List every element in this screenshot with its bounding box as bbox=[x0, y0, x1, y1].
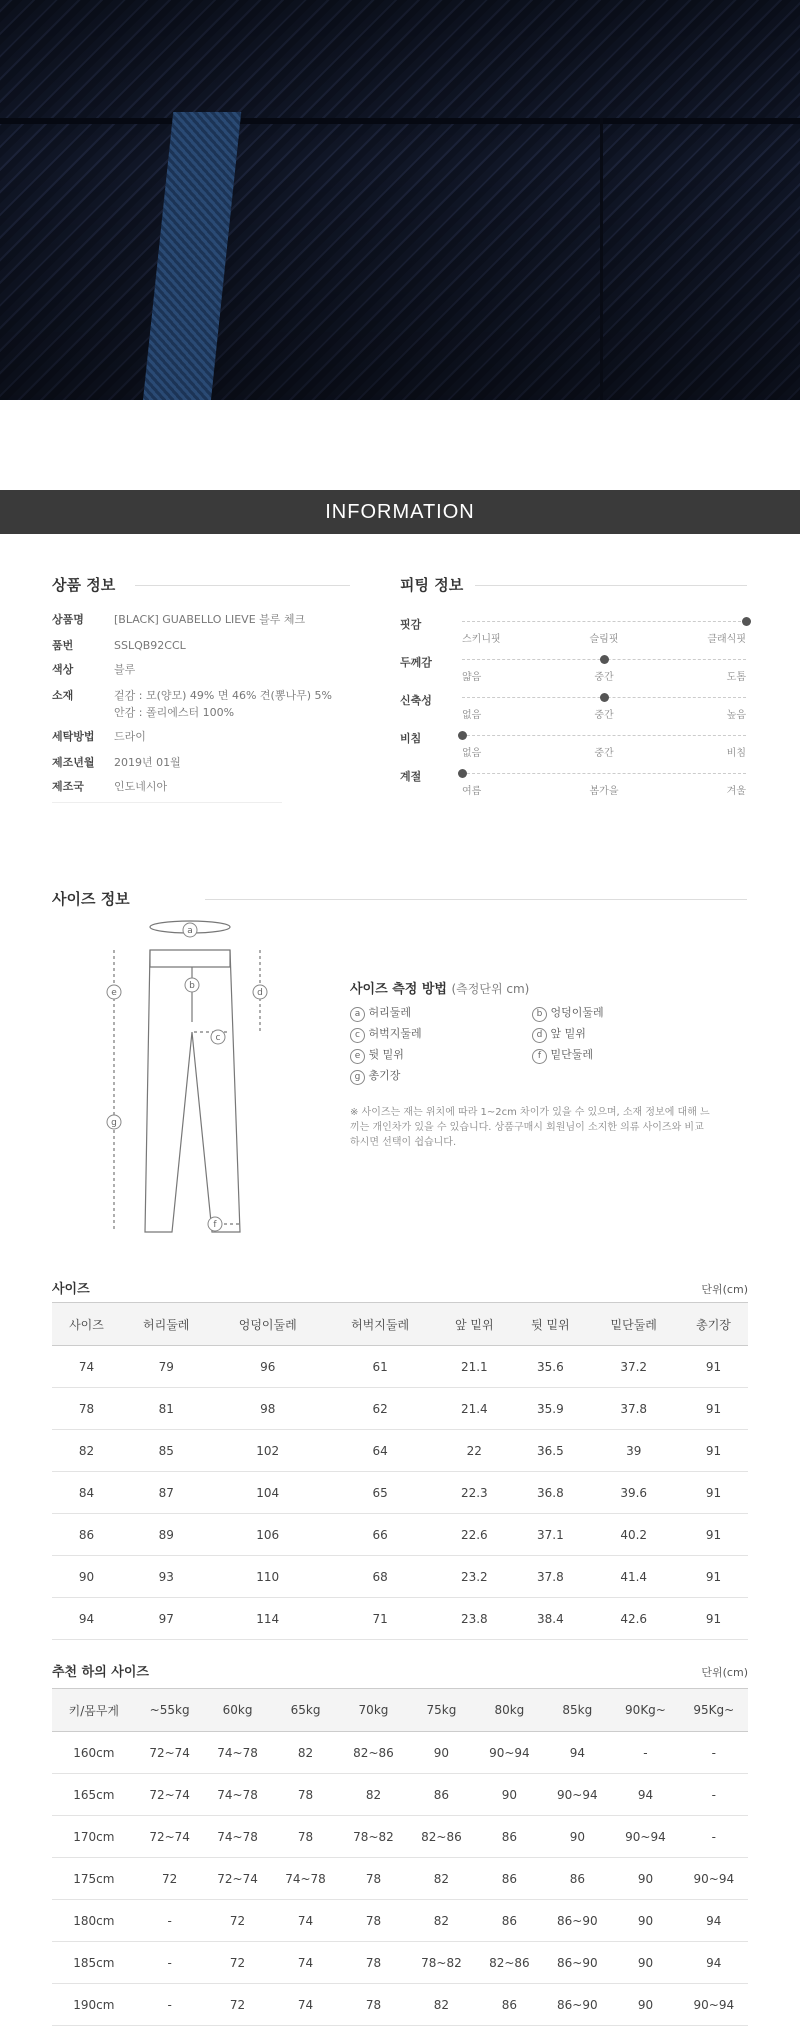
product-info-value: 블루 bbox=[114, 663, 136, 676]
size-table-cell: 91 bbox=[679, 1472, 748, 1514]
measure-label: 뒷 밑위 bbox=[365, 1048, 404, 1061]
fit-info-track bbox=[462, 621, 746, 623]
rec-table-header bbox=[52, 1689, 748, 1732]
hero-shading bbox=[0, 0, 800, 400]
size-table-cell: 78 bbox=[52, 1388, 121, 1430]
size-table-cell: 91 bbox=[679, 1598, 748, 1640]
size-table-cell: 110 bbox=[212, 1556, 324, 1598]
rec-table-header-cell: 65kg bbox=[272, 1689, 340, 1732]
measure-item bbox=[532, 1025, 586, 1043]
rec-table-cell: 170cm bbox=[52, 1816, 136, 1858]
rec-table-cell: 72~74 bbox=[136, 1816, 204, 1858]
size-table-cell: 91 bbox=[679, 1346, 748, 1388]
size-table-cell: 42.6 bbox=[588, 1598, 679, 1640]
size-table-cell: 68 bbox=[324, 1556, 436, 1598]
product-info-key: 상품명 bbox=[52, 613, 84, 626]
size-table-cell: 114 bbox=[212, 1598, 324, 1640]
rec-table-header-cell: 90Kg~ bbox=[611, 1689, 679, 1732]
size-table-cell: 35.9 bbox=[512, 1388, 588, 1430]
size-table-cell: 87 bbox=[121, 1472, 212, 1514]
rec-table-row bbox=[52, 1942, 748, 1984]
size-table-cell: 36.5 bbox=[512, 1430, 588, 1472]
size-table-cell: 39.6 bbox=[588, 1472, 679, 1514]
size-info-title: 사이즈 정보 bbox=[52, 890, 130, 908]
measure-label: 허리둘레 bbox=[365, 1006, 412, 1019]
rec-table-cell: 82~86 bbox=[407, 1816, 475, 1858]
size-table-cell: 21.4 bbox=[436, 1388, 512, 1430]
rec-table-cell: 86 bbox=[475, 1900, 543, 1942]
size-table-cell: 66 bbox=[324, 1514, 436, 1556]
size-table-header bbox=[52, 1303, 748, 1346]
rec-table-cell: 90~94 bbox=[680, 1984, 748, 2026]
information-banner: INFORMATION bbox=[0, 490, 800, 534]
rec-table-cell: 82 bbox=[340, 1774, 408, 1816]
size-table-cell: 106 bbox=[212, 1514, 324, 1556]
measure-method-title: 사이즈 측정 방법 bbox=[350, 982, 447, 997]
rec-table-cell: 90 bbox=[475, 1774, 543, 1816]
product-info-key: 소재 bbox=[52, 689, 74, 702]
size-table-cell: 91 bbox=[679, 1514, 748, 1556]
measure-method-unit: (측정단위 cm) bbox=[451, 982, 530, 996]
measure-item bbox=[532, 1004, 604, 1022]
size-table-cell: 81 bbox=[121, 1388, 212, 1430]
size-table-cell: 84 bbox=[52, 1472, 121, 1514]
product-info-key: 품번 bbox=[52, 639, 74, 652]
fit-info-scale-label: 스키니핏 bbox=[462, 634, 501, 645]
fit-info-scale-label: 슬림핏 bbox=[589, 634, 619, 645]
size-table-cell: 23.2 bbox=[436, 1556, 512, 1598]
fit-info-scale-label: 중간 bbox=[594, 710, 614, 721]
rec-table-cell: 86 bbox=[543, 1858, 611, 1900]
rec-table-header-cell: 키/몸무게 bbox=[52, 1689, 136, 1732]
rec-table-cell: 94 bbox=[680, 1942, 748, 1984]
measure-code: g bbox=[350, 1070, 365, 1085]
rec-table-cell: 78 bbox=[340, 1900, 408, 1942]
rec-table-cell: 78 bbox=[272, 1816, 340, 1858]
rec-table-cell: 90 bbox=[543, 1816, 611, 1858]
size-table-row bbox=[52, 1430, 748, 1472]
rec-table-header-cell: 75kg bbox=[407, 1689, 475, 1732]
size-table-cell: 22.6 bbox=[436, 1514, 512, 1556]
size-table-header-cell: 엉덩이둘레 bbox=[212, 1303, 324, 1346]
rec-table-cell: 86 bbox=[475, 1858, 543, 1900]
rec-table-cell: 82 bbox=[407, 1858, 475, 1900]
waistband bbox=[150, 950, 230, 967]
size-table-cell: 91 bbox=[679, 1556, 748, 1598]
rec-table-header-cell: 85kg bbox=[543, 1689, 611, 1732]
rec-table-cell: - bbox=[680, 1816, 748, 1858]
fit-info-key: 비침 bbox=[400, 732, 422, 745]
fit-info-row bbox=[400, 768, 750, 806]
measure-item bbox=[350, 1004, 411, 1022]
size-table-cell: 91 bbox=[679, 1388, 748, 1430]
product-info-key: 제조국 bbox=[52, 780, 84, 793]
size-table-row bbox=[52, 1556, 748, 1598]
rec-table-cell: 78 bbox=[340, 1942, 408, 1984]
rec-table-unit: 단위(cm) bbox=[701, 1666, 748, 1679]
rec-table-cell: 86~90 bbox=[543, 1942, 611, 1984]
size-table-cell: 40.2 bbox=[588, 1514, 679, 1556]
diagram-mark-label: g bbox=[111, 1118, 117, 1128]
size-table-cell: 102 bbox=[212, 1430, 324, 1472]
rec-table-cell: - bbox=[680, 1732, 748, 1774]
rec-table-cell: 82 bbox=[407, 1900, 475, 1942]
rec-table-cell: 72~74 bbox=[204, 1858, 272, 1900]
rec-table-cell: 72 bbox=[204, 1942, 272, 1984]
size-table-cell: 21.1 bbox=[436, 1346, 512, 1388]
product-info-row bbox=[52, 778, 352, 812]
measure-item bbox=[532, 1046, 593, 1064]
rec-table-row bbox=[52, 1732, 748, 1774]
diagram-mark-label: e bbox=[111, 988, 117, 998]
product-info-value: 겉감 : 모(양모) 49% 면 46% 견(뽕나무) 5% 안감 : 폴리에스터 100% bbox=[114, 689, 332, 719]
size-table-cell: 39 bbox=[588, 1430, 679, 1472]
product-info-value: 드라이 bbox=[114, 730, 146, 743]
size-table-cell: 61 bbox=[324, 1346, 436, 1388]
rec-table-cell: 90 bbox=[611, 1984, 679, 2026]
rec-table-header-cell: 80kg bbox=[475, 1689, 543, 1732]
fit-info-scale-label: 도톰 bbox=[726, 672, 746, 683]
rec-table-cell: 72 bbox=[204, 1984, 272, 2026]
size-table-cell: 74 bbox=[52, 1346, 121, 1388]
measure-code: b bbox=[532, 1007, 547, 1022]
rec-table-cell: 90~94 bbox=[680, 1858, 748, 1900]
fit-info-row bbox=[400, 692, 750, 730]
size-table-cell: 97 bbox=[121, 1598, 212, 1640]
size-table-cell: 37.8 bbox=[512, 1556, 588, 1598]
fit-info-scale-label: 없음 bbox=[462, 710, 482, 721]
rec-table-cell: 90 bbox=[611, 1900, 679, 1942]
rec-table-cell: 90 bbox=[407, 1732, 475, 1774]
size-table-header-cell: 뒷 밑위 bbox=[512, 1303, 588, 1346]
product-info-title: 상품 정보 bbox=[52, 576, 116, 594]
fit-info-row bbox=[400, 730, 750, 768]
size-table-header-cell: 허리둘레 bbox=[121, 1303, 212, 1346]
product-info-row bbox=[52, 687, 352, 721]
fit-info-indicator bbox=[600, 693, 609, 702]
size-table-cell: 71 bbox=[324, 1598, 436, 1640]
product-info-key: 제조년월 bbox=[52, 756, 95, 769]
size-note: ※ 사이즈는 재는 위치에 따라 1~2cm 차이가 있을 수 있으며, 소재 정보에 대해 느끼는 개인차가 있을 수 있습니다. 상품구매시 회원님이 소지한 의류 사이즈와 비교하시면 선택이 쉽습니다. bbox=[350, 1107, 710, 1148]
size-table-cell: 89 bbox=[121, 1514, 212, 1556]
rec-table-row bbox=[52, 1858, 748, 1900]
size-table-cell: 90 bbox=[52, 1556, 121, 1598]
rec-table-cell: 72~74 bbox=[136, 1774, 204, 1816]
rec-table-cell: 82 bbox=[407, 1984, 475, 2026]
fit-info-key: 두께감 bbox=[400, 656, 432, 669]
fit-info-row bbox=[400, 654, 750, 692]
fit-info-key: 계절 bbox=[400, 770, 422, 783]
rec-table-header-cell: ~55kg bbox=[136, 1689, 204, 1732]
rec-table-cell: 94 bbox=[611, 1774, 679, 1816]
measure-code: e bbox=[350, 1049, 365, 1064]
rec-table-cell: 86 bbox=[407, 1774, 475, 1816]
size-table-row bbox=[52, 1598, 748, 1640]
rec-table-cell: 90~94 bbox=[475, 1732, 543, 1774]
size-table-cell: 37.8 bbox=[588, 1388, 679, 1430]
rec-table-cell: 94 bbox=[543, 1732, 611, 1774]
rec-table-cell: 78~82 bbox=[407, 1942, 475, 1984]
rec-table-cell: 190cm bbox=[52, 1984, 136, 2026]
size-table-cell: 96 bbox=[212, 1346, 324, 1388]
measure-item bbox=[350, 1025, 422, 1043]
diagram-mark-label: a bbox=[187, 926, 193, 936]
rec-table-cell: - bbox=[136, 1900, 204, 1942]
measure-method-heading bbox=[350, 978, 529, 997]
fit-info-title: 피팅 정보 bbox=[400, 576, 464, 594]
fit-info-scale-label: 없음 bbox=[462, 748, 482, 759]
size-table-cell: 79 bbox=[121, 1346, 212, 1388]
product-info-key: 색상 bbox=[52, 663, 74, 676]
diagram-mark-label: c bbox=[215, 1033, 221, 1043]
size-table-cell: 86 bbox=[52, 1514, 121, 1556]
diagram-mark-label: f bbox=[213, 1220, 217, 1230]
fit-info-indicator bbox=[458, 769, 467, 778]
product-info-value: [BLACK] GUABELLO LIEVE 블루 체크 bbox=[114, 613, 306, 626]
rec-table-cell: 86~90 bbox=[543, 1984, 611, 2026]
size-table-cell: 65 bbox=[324, 1472, 436, 1514]
size-table-header-cell: 사이즈 bbox=[52, 1303, 121, 1346]
rec-table-cell: 82~86 bbox=[340, 1732, 408, 1774]
rec-table-cell: 180cm bbox=[52, 1900, 136, 1942]
fit-info-track bbox=[462, 735, 746, 737]
size-table-header-cell: 앞 밑위 bbox=[436, 1303, 512, 1346]
size-table-row bbox=[52, 1514, 748, 1556]
rec-table-cell: - bbox=[136, 1984, 204, 2026]
size-table-row bbox=[52, 1472, 748, 1514]
rec-table-cell: 78~82 bbox=[340, 1816, 408, 1858]
rec-table-cell: 90 bbox=[611, 1858, 679, 1900]
size-table-cell: 94 bbox=[52, 1598, 121, 1640]
hero-waistband-seam bbox=[0, 118, 800, 124]
size-info-divider bbox=[205, 899, 747, 900]
rec-table-cell: - bbox=[680, 1774, 748, 1816]
fit-info-indicator bbox=[742, 617, 751, 626]
rec-table-cell: 72 bbox=[136, 1858, 204, 1900]
diagram-mark-label: d bbox=[257, 988, 263, 998]
size-table-row bbox=[52, 1388, 748, 1430]
fit-info-scale-label: 겨울 bbox=[726, 786, 746, 797]
rec-table-title: 추천 하의 사이즈 bbox=[52, 1665, 149, 1680]
rec-table-cell: 74~78 bbox=[204, 1816, 272, 1858]
measure-label: 엉덩이둘레 bbox=[547, 1006, 604, 1019]
fit-info-scale-label: 봄가을 bbox=[589, 786, 619, 797]
size-table bbox=[52, 1302, 748, 1640]
fit-info-key: 핏감 bbox=[400, 618, 422, 631]
rec-table-header-cell: 95Kg~ bbox=[680, 1689, 748, 1732]
fit-info-scale-label: 높음 bbox=[726, 710, 746, 721]
rec-table-cell: 90~94 bbox=[543, 1774, 611, 1816]
rec-table-cell: 86 bbox=[475, 1984, 543, 2026]
size-table-cell: 23.8 bbox=[436, 1598, 512, 1640]
size-table-cell: 36.8 bbox=[512, 1472, 588, 1514]
hero-fabric-image bbox=[0, 0, 800, 400]
size-table-cell: 41.4 bbox=[588, 1556, 679, 1598]
rec-table-cell: 74~78 bbox=[204, 1774, 272, 1816]
measure-label: 밑단둘레 bbox=[547, 1048, 594, 1061]
rec-table-header-cell: 60kg bbox=[204, 1689, 272, 1732]
product-info-divider bbox=[135, 585, 350, 586]
rec-table-cell: - bbox=[611, 1732, 679, 1774]
size-table-cell: 93 bbox=[121, 1556, 212, 1598]
size-table-cell: 37.1 bbox=[512, 1514, 588, 1556]
rec-table-cell: 74 bbox=[272, 1942, 340, 1984]
measure-label: 총기장 bbox=[365, 1069, 401, 1082]
size-table-cell: 85 bbox=[121, 1430, 212, 1472]
rec-table-row bbox=[52, 1774, 748, 1816]
product-info-value: 인도네시아 bbox=[114, 780, 168, 793]
rec-table-cell: 86~90 bbox=[543, 1900, 611, 1942]
rec-table-row bbox=[52, 1816, 748, 1858]
product-info-bottom-divider bbox=[52, 802, 282, 803]
rec-table-cell: 74~78 bbox=[272, 1858, 340, 1900]
size-table-title: 사이즈 bbox=[52, 1282, 90, 1297]
fit-info-indicator bbox=[600, 655, 609, 664]
rec-table-cell: 160cm bbox=[52, 1732, 136, 1774]
rec-table-cell: 82 bbox=[272, 1732, 340, 1774]
fit-info-divider bbox=[475, 585, 747, 586]
rec-size-table bbox=[52, 1688, 748, 2026]
size-table-cell: 91 bbox=[679, 1430, 748, 1472]
rec-table-cell: 74 bbox=[272, 1984, 340, 2026]
fit-info-row bbox=[400, 616, 750, 654]
size-table-cell: 37.2 bbox=[588, 1346, 679, 1388]
rec-table-header-cell: 70kg bbox=[340, 1689, 408, 1732]
size-table-unit: 단위(cm) bbox=[701, 1283, 748, 1296]
size-table-cell: 62 bbox=[324, 1388, 436, 1430]
fit-info-scale-label: 여름 bbox=[462, 786, 482, 797]
rec-table-cell: 78 bbox=[340, 1858, 408, 1900]
rec-table-cell: 74~78 bbox=[204, 1732, 272, 1774]
measure-code: a bbox=[350, 1007, 365, 1022]
fit-info-key: 신축성 bbox=[400, 694, 432, 707]
pants-size-diagram bbox=[100, 912, 290, 1242]
product-info-value: 2019년 01월 bbox=[114, 756, 181, 769]
hero-crease bbox=[600, 118, 603, 400]
rec-table-cell: 94 bbox=[680, 1900, 748, 1942]
size-table-cell: 98 bbox=[212, 1388, 324, 1430]
measure-code: c bbox=[350, 1028, 365, 1043]
size-table-row bbox=[52, 1346, 748, 1388]
rec-table-cell: 78 bbox=[272, 1774, 340, 1816]
fit-info-scale-label: 얇음 bbox=[462, 672, 482, 683]
rec-table-row bbox=[52, 1984, 748, 2026]
size-table-cell: 35.6 bbox=[512, 1346, 588, 1388]
rec-table-cell: 74 bbox=[272, 1900, 340, 1942]
rec-table-cell: 72~74 bbox=[136, 1732, 204, 1774]
fit-info-scale-label: 중간 bbox=[594, 672, 614, 683]
measure-label: 앞 밑위 bbox=[547, 1027, 586, 1040]
measure-code: f bbox=[532, 1049, 547, 1064]
size-table-header-cell: 밑단둘레 bbox=[588, 1303, 679, 1346]
rec-table-cell: 72 bbox=[204, 1900, 272, 1942]
fit-info-scale-label: 중간 bbox=[594, 748, 614, 759]
product-info-value: SSLQB92CCL bbox=[114, 639, 186, 652]
size-table-cell: 104 bbox=[212, 1472, 324, 1514]
measure-item bbox=[350, 1067, 400, 1085]
size-table-cell: 64 bbox=[324, 1430, 436, 1472]
rec-table-cell: 90 bbox=[611, 1942, 679, 1984]
rec-table-cell: 175cm bbox=[52, 1858, 136, 1900]
rec-table-cell: 165cm bbox=[52, 1774, 136, 1816]
fit-info-scale-label: 클래식핏 bbox=[707, 634, 746, 645]
size-table-header-cell: 총기장 bbox=[679, 1303, 748, 1346]
size-table-cell: 22.3 bbox=[436, 1472, 512, 1514]
rec-table-cell: 86 bbox=[475, 1816, 543, 1858]
measure-item bbox=[350, 1046, 404, 1064]
rec-table-cell: 82~86 bbox=[475, 1942, 543, 1984]
measure-label: 허벅지둘레 bbox=[365, 1027, 422, 1040]
measure-code: d bbox=[532, 1028, 547, 1043]
fit-info-indicator bbox=[458, 731, 467, 740]
rec-table-cell: 90~94 bbox=[611, 1816, 679, 1858]
size-table-cell: 22 bbox=[436, 1430, 512, 1472]
fit-info-track bbox=[462, 773, 746, 775]
rec-table-cell: - bbox=[136, 1942, 204, 1984]
diagram-mark-label: b bbox=[189, 981, 195, 991]
rec-table-cell: 185cm bbox=[52, 1942, 136, 1984]
product-info-key: 세탁방법 bbox=[52, 730, 95, 743]
rec-table-cell: 78 bbox=[340, 1984, 408, 2026]
size-table-cell: 38.4 bbox=[512, 1598, 588, 1640]
size-table-cell: 82 bbox=[52, 1430, 121, 1472]
rec-table-row bbox=[52, 1900, 748, 1942]
fit-info-scale-label: 비침 bbox=[726, 748, 746, 759]
size-table-header-cell: 허벅지둘레 bbox=[324, 1303, 436, 1346]
